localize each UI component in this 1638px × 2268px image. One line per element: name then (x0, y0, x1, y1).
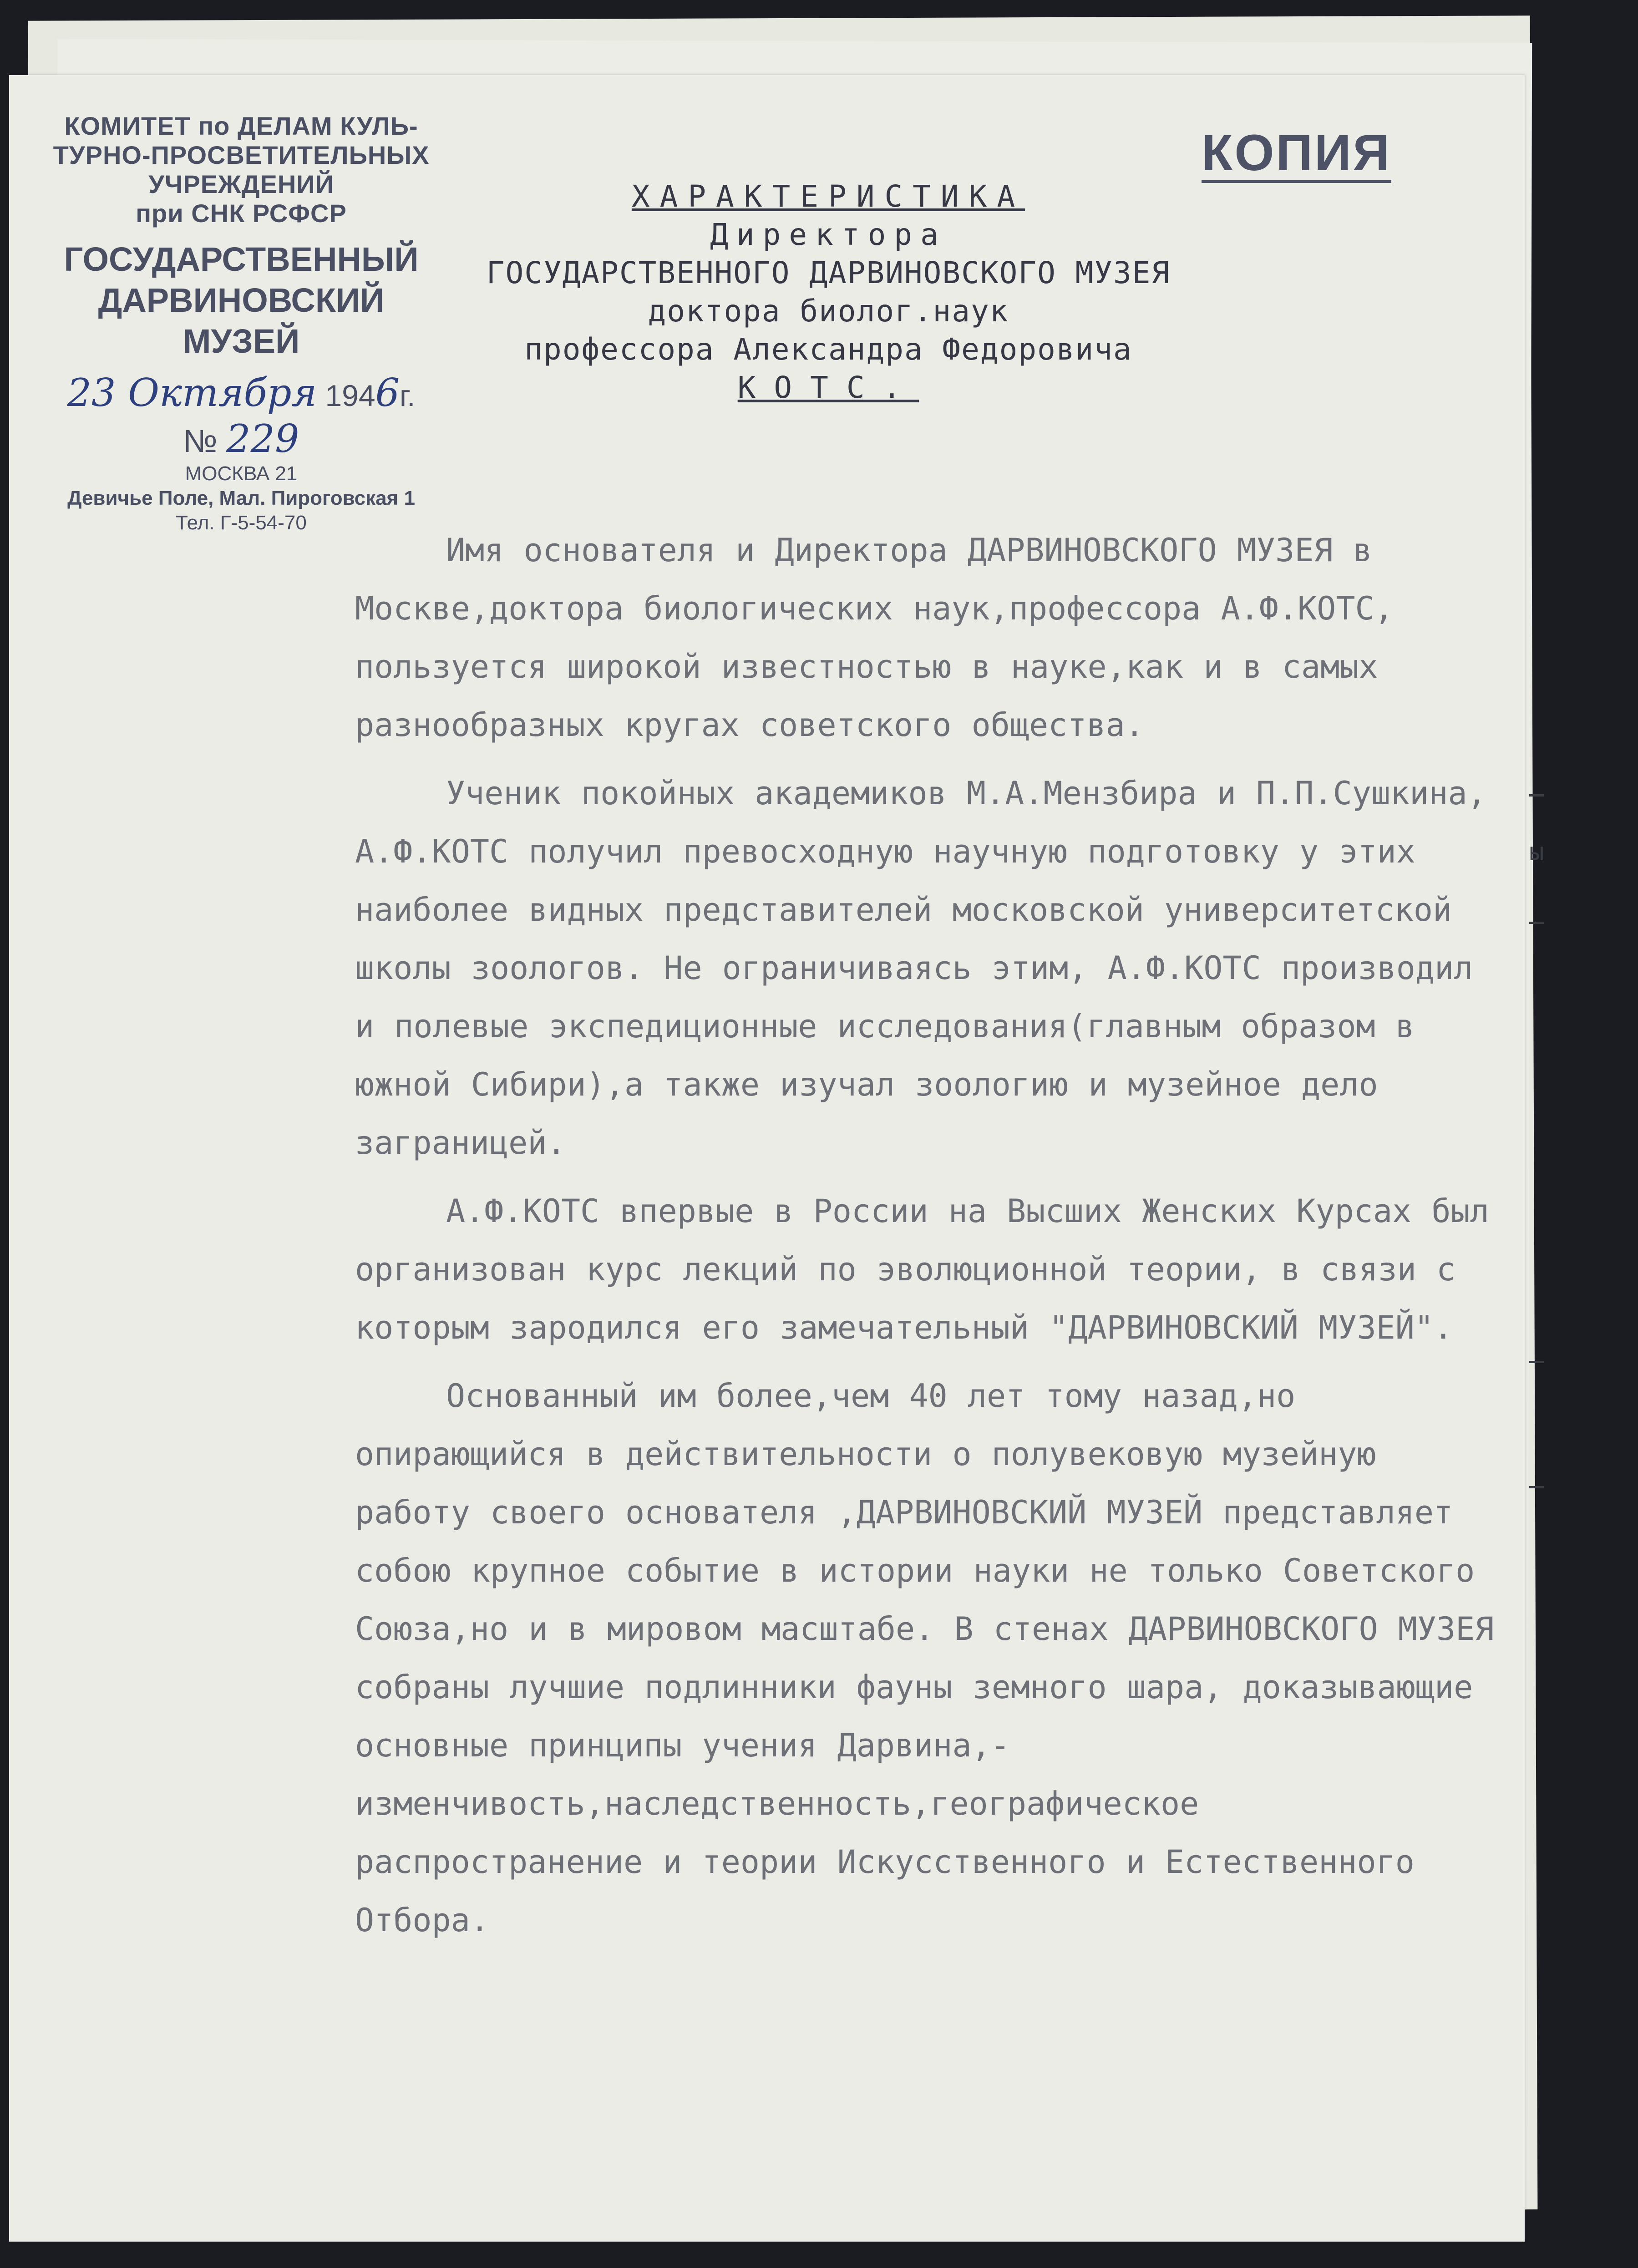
stamp-year-hand: 6 (375, 370, 400, 415)
stamp-museum-line: ГОСУДАРСТВЕННЫЙ (64, 240, 419, 278)
stamp-museum-line: ДАРВИНОВСКИЙ МУЗЕЙ (98, 281, 385, 360)
stamp-date-handwritten: 23 Октября (67, 370, 317, 415)
body-paragraph: Основанный им более,чем 40 лет тому назад,но опирающийся в действительности о полувековую музейную работу своего основателя ,ДАРВИНОВСКИЙ МУЗЕЙ представляет собою крупное событие в истории науки не только Советского Союза,но и в мировом масштабе. В стенах ДАРВИНОВСКОГО МУЗЕЯ собраны лучшие подлинники фауны земного шара, доказывающие основные принципы учения Дарвина,-изменчивость,наследственность,географическое распространение и теории Искусственного и Естественного Отбора. (355, 1377, 1494, 1939)
stamp-org-line: УЧРЕЖДЕНИЙ (148, 170, 334, 198)
edge-mark (1529, 922, 1544, 924)
edge-mark (1529, 1486, 1544, 1488)
stamp-address: Девичье Поле, Мал. Пироговская 1 (67, 487, 415, 509)
stamp-number-prefix: № (183, 423, 218, 459)
header-line: профессора Александра Федоровича (524, 332, 1132, 367)
body-paragraph: Ученик покойных академиков М.А.Мензбира и П.П.Сушкина, А.Ф.КОТС получил превосходную научную подготовку у этих наиболее видных представителей московской университетской школы зоологов. Не ограничиваясь этим, А.Ф.КОТС производил и полевые экспедиционные исследования(главным образом в южной Сибири),а также изучал зоологию и музейное дело заграницей. (355, 775, 1486, 1162)
stamp-city: МОСКВА 21 (185, 462, 298, 485)
institution-stamp (36, 112, 446, 535)
edge-mark (1529, 794, 1544, 797)
document-page (9, 75, 1525, 2242)
header-surname: КОТС. (737, 370, 919, 405)
stamp-org-line: КОМИТЕТ по ДЕЛАМ КУЛЬ- (64, 112, 418, 140)
header-line: доктора биолог.наук (648, 294, 1009, 329)
body-paragraph: Имя основателя и Директора ДАРВИНОВСКОГО МУЗЕЯ в Москве,доктора биологических наук,профессора А.Ф.КОТС, пользуется широкой известностью в науке,как и в самых разнообразных кругах советского общества. (355, 532, 1394, 744)
edge-mark (1529, 1361, 1544, 1363)
stamp-number-hand: 229 (226, 416, 299, 461)
document-header (441, 178, 1215, 407)
stamp-number-row (36, 418, 446, 462)
stamp-year-suffix: г. (400, 379, 416, 412)
stamp-org-line: ТУРНО-ПРОСВЕТИТЕЛЬНЫХ (53, 141, 430, 169)
document-body (355, 521, 1506, 1959)
stamp-org-line: при СНК РСФСР (136, 199, 347, 228)
body-paragraph: А.Ф.КОТС впервые в России на Высших Женских Курсах был организован курс лекций по эволюционной теории, в связи с которым зародился его замечательный "ДАРВИНОВСКИЙ МУЗЕЙ". (355, 1192, 1489, 1346)
stamp-phone: Тел. Г-5-54-70 (176, 512, 307, 534)
header-line: ГОСУДАРСТВЕННОГО ДАРВИНОВСКОГО МУЗЕЯ (486, 255, 1171, 290)
stamp-date-row (36, 370, 446, 418)
header-line: Директора (710, 217, 947, 252)
document-title: ХАРАКТЕРИСТИКА (631, 179, 1025, 214)
edge-letter: ы (1529, 837, 1544, 866)
stamp-year-prefix: 194 (325, 379, 375, 412)
copy-mark: КОПИЯ (1202, 127, 1391, 183)
